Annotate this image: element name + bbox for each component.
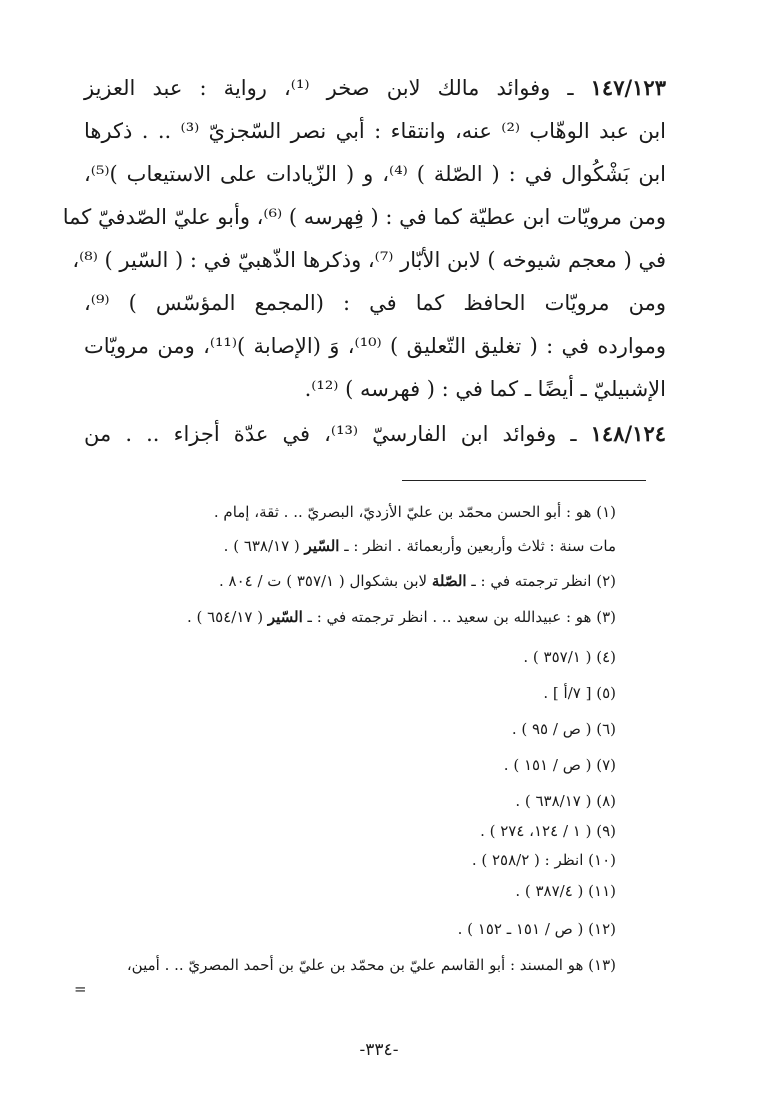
entry-number-147: ١٤٧/١٢٣: [590, 75, 666, 100]
footnote-13: (١٣) هو المسند : أبو القاسم عليّ بن محمّد بن عليّ بن أحمد المصريّ .. . أمين،: [126, 956, 616, 974]
footnote-12: (١٢) ( ص / ١٥١ ـ ١٥٢ ) .: [457, 920, 616, 938]
main-text-line-7: وموارده في : ( تغليق التّعليق ) ⁽¹⁰⁾، وَ (الإصابة )⁽¹¹⁾، ومن مرويّات: [84, 334, 666, 358]
footnote-10: (١٠) انظر : ( ٢٥٨/٢ ) .: [471, 851, 616, 869]
footnote-8: (٨) ( ٦٣٨/١٧ ) .: [515, 792, 616, 810]
main-text-line-2: ابن عبد الوهّاب ⁽²⁾ عنه، وانتقاء : أبي نصر السّجزيّ ⁽³⁾ .. . ذكرها: [84, 119, 667, 143]
footnote-continuation-mark: =: [74, 980, 87, 998]
footnote-2-text: (٢) انظر ترجمته في : ـ: [466, 572, 616, 590]
footnote-9: (٩) ( ١ / ١٢٤، ٢٧٤ ) .: [480, 822, 616, 840]
footnote-2: [76, 570, 616, 592]
footnote-1-text: مات سنة : ثلاث وأربعين وأربعمائة . انظر : ـ: [339, 537, 616, 555]
footnote-3-source: السّير: [267, 608, 303, 626]
footnote-2-ref: لابن بشكوال ( ٣٥٧/١ ) ت / ٨٠٤ .: [219, 572, 432, 590]
footnote-1-continued: [76, 535, 616, 557]
footnote-3-ref: ( ٦٥٤/١٧ ) .: [186, 608, 268, 626]
footnote-1-ref: ( ٦٣٨/١٧ ) .: [223, 537, 305, 555]
page-number: -٣٣٤-: [359, 1040, 399, 1060]
entry-number-148: ١٤٨/١٢٤: [590, 421, 667, 446]
main-text-line-4: ومن مرويّات ابن عطيّة كما في : ( فِهرسه ) ⁽⁶⁾، وأبو عليّ الصّدفيّ كما: [62, 205, 666, 229]
main-text-line-8: الإشبيليّ ـ أيضًا ـ كما في : ( فهرسه ) ⁽¹²⁾.: [304, 377, 666, 401]
footnote-1-source: السّير: [304, 537, 340, 555]
footnote-2-source: الصّلة: [431, 572, 467, 590]
main-text-line-1-body: ـ وفوائد مالك لابن صخر ⁽¹⁾، رواية : عبد العزيز: [84, 76, 591, 100]
footnote-3-text: (٣) هو : عبيدالله بن سعيد .. . انظر ترجمته في : ـ: [302, 608, 616, 626]
footnote-separator: [402, 480, 646, 481]
main-text-line-9-body: ـ وفوائد ابن الفارسيّ ⁽¹³⁾، في عدّة أجزاء .. . من: [84, 422, 591, 446]
main-text-line-6: ومن مرويّات الحافظ كما في : (المجمع المؤسّس ) ⁽⁹⁾،: [84, 291, 666, 315]
footnote-1: (١) هو : أبو الحسن محمّد بن عليّ الأزديّ، البصريّ .. . ثقة، إمام .: [213, 503, 616, 521]
main-text-line-9: [84, 420, 666, 448]
footnote-7: (٧) ( ص / ١٥١ ) .: [503, 756, 616, 774]
footnote-11: (١١) ( ٣٨٧/٤ ) .: [515, 882, 616, 900]
main-text-line-1: [84, 74, 666, 102]
main-text-line-5: في ( معجم شيوخه ) لابن الأبّار ⁽⁷⁾، وذكرها الذّهبيّ في : ( السّير ) ⁽⁸⁾،: [72, 248, 666, 272]
main-text-line-3: ابن بَشْكُوال في : ( الصّلة ) ⁽⁴⁾، و ( الزّيادات على الاستيعاب )⁽⁵⁾،: [84, 162, 666, 186]
footnote-3: [76, 606, 616, 628]
footnote-5: (٥) [ ٧/أ ] .: [543, 684, 616, 702]
footnote-6: (٦) ( ص / ٩٥ ) .: [511, 720, 616, 738]
footnote-4: (٤) ( ٣٥٧/١ ) .: [523, 648, 616, 666]
